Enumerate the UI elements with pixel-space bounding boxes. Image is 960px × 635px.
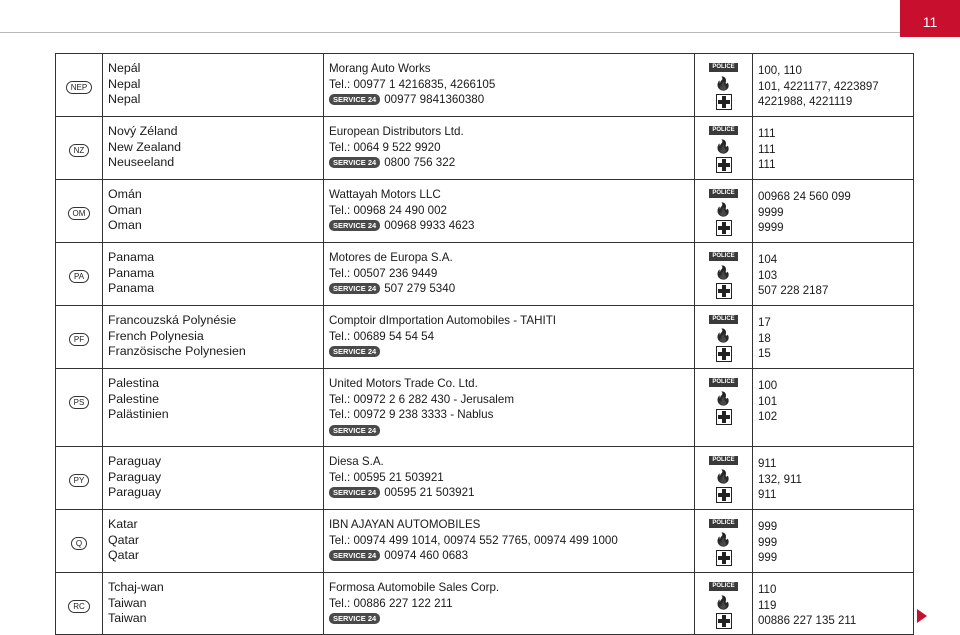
fire-icon: 🔥 [715,595,732,610]
dealer-cell [324,447,695,510]
country-names [103,447,323,501]
table-row [56,306,914,369]
service-24-badge: SERVICE 24 [329,425,380,436]
police-icon: POLICE [709,126,738,135]
service-24-line [329,423,694,439]
country-code-cell [56,510,103,573]
country-code-cell [56,573,103,635]
country-code-badge: RC [68,600,90,613]
emergency-icons-cell [695,510,753,573]
dealer-text: Tel.: 00972 2 6 282 430 - Jerusalem [329,392,514,406]
country-name: Francouzská Polynésie [108,313,237,327]
dealer-text: Comptoir dImportation Automobiles - TAHITI [329,314,557,327]
dealer-line [329,596,694,612]
emergency-icons [695,369,752,425]
fire-icon: 🔥 [715,391,732,406]
country-names [103,369,323,423]
emergency-number: 102 [758,411,778,423]
table-row [56,447,914,510]
country-name: Paraguay [108,485,162,499]
ambulance-cross-icon [716,550,732,566]
emergency-number: 18 [758,332,771,345]
country-code-cell [56,180,103,243]
country-name-cell [103,117,324,180]
dealer-cell [324,54,695,117]
emergency-icons-cell [695,243,753,306]
country-name: Palestine [108,391,159,406]
emergency-icons [695,54,752,110]
table-row [56,180,914,243]
police-icon: POLICE [709,519,738,528]
country-name: Panama [108,250,155,264]
country-name: Nový Zéland [108,124,178,138]
fire-icon: 🔥 [715,532,732,547]
emergency-numbers-cell [753,369,914,447]
police-icon: POLICE [709,63,738,72]
emergency-numbers [753,180,913,237]
dealer-text: Tel.: 00886 227 122 211 [329,596,453,610]
service-24-line [329,485,694,501]
dealer-info [324,573,694,627]
country-name: Qatar [108,532,139,547]
dealer-info [324,369,694,438]
emergency-number: 110 [758,584,777,596]
dealer-text: European Distributors Ltd. [329,125,464,138]
dealer-text: Tel.: 00507 236 9449 [329,266,438,280]
country-name: Nepál [108,61,141,75]
dealer-cell [324,243,695,306]
service-24-badge: SERVICE 24 [329,220,380,231]
ambulance-cross-icon [716,283,732,299]
country-code-cell [56,54,103,117]
table-row [56,243,914,306]
emergency-icons-cell [695,369,753,447]
country-code-badge: PF [69,333,89,346]
country-code-badge: PY [69,474,90,487]
emergency-number: 00968 24 560 099 [758,191,851,203]
next-page-arrow-icon[interactable] [917,609,927,623]
country-code-badge: NEP [66,81,92,94]
country-code-badge: NZ [69,144,90,157]
country-code-badge: Q [71,537,87,550]
emergency-icons-cell [695,54,753,117]
dealer-line [329,140,694,156]
emergency-numbers-cell [753,447,914,510]
emergency-number: 999 [758,521,778,533]
dealer-line [329,77,694,93]
police-icon: POLICE [709,189,738,198]
emergency-numbers-cell [753,117,914,180]
country-code-cell [56,369,103,447]
emergency-number: 999 [758,552,778,564]
emergency-number: 999 [758,536,778,549]
emergency-number: 17 [758,317,771,329]
country-name: Französische Polynesien [108,344,246,358]
dealer-line [329,533,694,549]
country-names [103,243,323,297]
emergency-number: 911 [758,458,777,470]
emergency-numbers [753,573,913,630]
emergency-number: 111 [758,143,776,156]
emergency-number: 9999 [758,206,784,219]
service-24-phone: 507 279 5340 [384,282,456,295]
country-name-cell [103,510,324,573]
emergency-icons [695,573,752,629]
emergency-number: 911 [758,489,777,501]
emergency-numbers [753,243,913,300]
dealer-info [324,447,694,501]
emergency-numbers-cell [753,573,914,635]
dealer-cell [324,573,695,635]
police-icon: POLICE [709,582,738,591]
emergency-numbers [753,510,913,567]
country-name-cell [103,447,324,510]
country-code-cell [56,243,103,306]
country-name: French Polynesia [108,328,204,343]
dealer-text: Tel.: 00972 9 238 3333 - Nablus [329,408,494,421]
emergency-number: 00886 227 135 211 [758,615,857,627]
emergency-icons [695,306,752,362]
service-24-badge: SERVICE 24 [329,613,380,624]
emergency-icons [695,447,752,503]
dealer-line [329,470,694,486]
country-name: Palestina [108,376,159,390]
dealer-line [329,187,694,203]
dealer-line [329,250,694,266]
country-names [103,306,323,360]
emergency-numbers [753,369,913,426]
dealer-text: Tel.: 00968 24 490 002 [329,203,447,217]
table-row [56,510,914,573]
police-icon: POLICE [709,378,738,387]
country-code-badge: OM [68,207,91,220]
emergency-number: 119 [758,599,777,612]
service-24-line [329,155,694,171]
table-row [56,369,914,447]
emergency-icons-cell [695,573,753,635]
dealer-line [329,392,694,408]
emergency-icons [695,117,752,173]
ambulance-cross-icon [716,409,732,425]
service-24-badge: SERVICE 24 [329,283,380,294]
country-name: Nepal [108,92,141,106]
dealer-info [324,243,694,297]
country-code-cell [56,306,103,369]
country-name-cell [103,243,324,306]
service-24-line [329,344,694,360]
dealer-line [329,454,694,470]
emergency-number: 15 [758,348,771,360]
table-row [56,573,914,635]
dealer-info [324,117,694,171]
police-icon: POLICE [709,456,738,465]
country-name: Paraguay [108,454,162,468]
service-24-phone: 0800 756 322 [384,156,456,169]
country-name: Oman [108,202,142,217]
country-name: Omán [108,187,142,201]
dealer-line [329,313,694,329]
country-code-badge: PS [69,396,90,409]
dealer-text: Tel.: 00689 54 54 54 [329,329,435,343]
emergency-icons [695,510,752,566]
table-row [56,54,914,117]
country-names [103,573,323,627]
service-24-phone: 00595 21 503921 [384,486,475,499]
country-name-cell [103,573,324,635]
emergency-number: 111 [758,128,776,140]
emergency-icons-cell [695,306,753,369]
country-names [103,117,323,171]
dealer-text: Morang Auto Works [329,62,431,75]
fire-icon: 🔥 [715,76,732,91]
country-name: Neuseeland [108,155,175,169]
dealer-cell [324,510,695,573]
country-name-cell [103,369,324,447]
service-24-badge: SERVICE 24 [329,550,380,561]
emergency-icons-cell [695,180,753,243]
country-name: Palästinien [108,407,169,421]
table-row [56,117,914,180]
dealer-info [324,180,694,234]
emergency-numbers-cell [753,180,914,243]
emergency-number: 103 [758,269,778,282]
dealer-line [329,124,694,140]
emergency-number: 507 228 2187 [758,285,829,297]
service-24-line [329,92,694,108]
police-icon: POLICE [709,252,738,261]
ambulance-cross-icon [716,94,732,110]
country-name-cell [103,306,324,369]
page-number: 11 [900,0,960,37]
fire-icon: 🔥 [715,265,732,280]
dealer-line [329,61,694,77]
emergency-icons-cell [695,117,753,180]
country-name: Paraguay [108,469,162,484]
dealer-info [324,54,694,108]
emergency-numbers-cell [753,510,914,573]
dealer-line [329,580,694,596]
emergency-icons [695,243,752,299]
emergency-number: 101 [758,395,778,408]
emergency-contacts-table [55,53,914,635]
dealer-cell [324,180,695,243]
dealer-line [329,329,694,345]
country-name: Qatar [108,548,139,562]
ambulance-cross-icon [716,157,732,173]
country-code-cell [56,447,103,510]
dealer-text: Tel.: 00595 21 503921 [329,470,444,484]
service-24-line [329,281,694,297]
emergency-numbers [753,447,913,504]
emergency-number: 101, 4221177, 4223897 [758,80,879,93]
country-name: Taiwan [108,611,147,625]
emergency-number: 9999 [758,222,784,234]
ambulance-cross-icon [716,346,732,362]
country-names [103,510,323,564]
emergency-number: 100 [758,380,778,392]
dealer-text: Tel.: 00977 1 4216835, 4266105 [329,77,496,91]
dealer-line [329,203,694,219]
dealer-line [329,517,694,533]
emergency-numbers-cell [753,243,914,306]
emergency-numbers [753,306,913,363]
emergency-icons [695,180,752,236]
service-24-line [329,611,694,627]
ambulance-cross-icon [716,613,732,629]
fire-icon: 🔥 [715,202,732,217]
service-24-line [329,548,694,564]
country-code-badge: PA [69,270,89,283]
service-24-badge: SERVICE 24 [329,346,380,357]
dealer-text: IBN AJAYAN AUTOMOBILES [329,518,481,531]
dealer-text: Wattayah Motors LLC [329,188,441,201]
service-24-line [329,218,694,234]
country-name: Taiwan [108,595,147,610]
emergency-number: 4221988, 4221119 [758,96,853,108]
fire-icon: 🔥 [715,469,732,484]
country-names [103,180,323,234]
emergency-numbers [753,54,913,111]
dealer-text: United Motors Trade Co. Ltd. [329,377,478,390]
ambulance-cross-icon [716,487,732,503]
service-24-phone: 00977 9841360380 [384,93,485,106]
country-name: Oman [108,218,142,232]
header-rule [0,32,900,33]
emergency-number: 100, 110 [758,65,802,77]
dealer-info [324,510,694,564]
dealer-cell [324,117,695,180]
dealer-cell [324,306,695,369]
country-name: Tchaj-wan [108,580,164,594]
dealer-text: Formosa Automobile Sales Corp. [329,581,500,594]
dealer-line [329,376,694,392]
country-name: New Zealand [108,139,182,154]
service-24-badge: SERVICE 24 [329,94,380,105]
service-24-badge: SERVICE 24 [329,487,380,498]
dealer-line [329,407,694,423]
emergency-numbers-cell [753,54,914,117]
emergency-number: 104 [758,254,778,266]
dealer-text: Tel.: 00974 499 1014, 00974 552 7765, 00974 499 1000 [329,533,618,547]
fire-icon: 🔥 [715,139,732,154]
country-names [103,54,323,108]
country-name: Nepal [108,76,141,91]
fire-icon: 🔥 [715,328,732,343]
emergency-number: 132, 911 [758,473,802,486]
emergency-numbers [753,117,913,174]
dealer-text: Tel.: 0064 9 522 9920 [329,140,441,154]
country-name: Katar [108,517,138,531]
country-name-cell [103,180,324,243]
police-icon: POLICE [709,315,738,324]
service-24-phone: 00974 460 0683 [384,549,469,562]
service-24-badge: SERVICE 24 [329,157,380,168]
country-code-cell [56,117,103,180]
dealer-line [329,266,694,282]
ambulance-cross-icon [716,220,732,236]
dealer-text: Motores de Europa S.A. [329,251,453,264]
service-24-phone: 00968 9933 4623 [384,219,475,232]
country-name: Panama [108,281,155,295]
dealer-info [324,306,694,360]
dealer-text: Diesa S.A. [329,455,384,468]
emergency-numbers-cell [753,306,914,369]
country-name: Panama [108,265,155,280]
dealer-cell [324,369,695,447]
emergency-number: 111 [758,159,776,171]
country-name-cell [103,54,324,117]
emergency-icons-cell [695,447,753,510]
